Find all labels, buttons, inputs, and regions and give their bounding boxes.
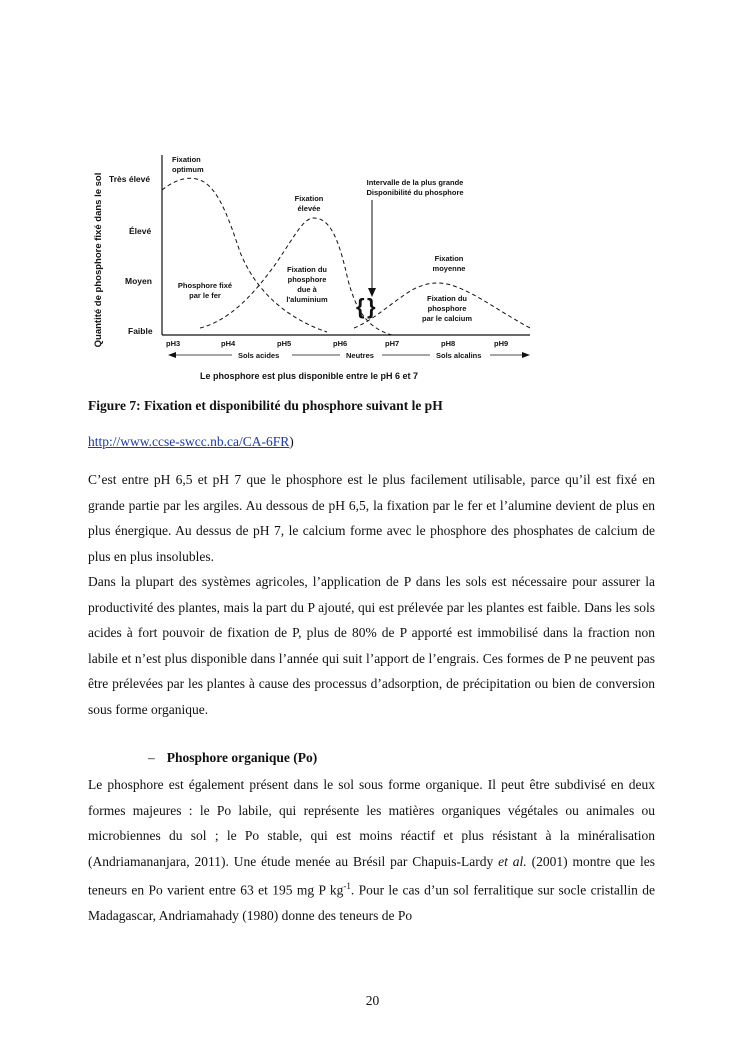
y-level-tres-eleve: Très élevé <box>109 174 151 184</box>
annot-moyenne-2: moyenne <box>432 264 466 273</box>
annot-calcium-2: phosphore <box>427 304 467 313</box>
soil-acid-label: Sols acides <box>238 351 280 360</box>
para3-part-a: Le phosphore est également présent dans le sol sous forme organique. Il peut être subdivisé en deux formes majeures : le Po labile, qui représente les matières organiques végétales ou animales ou microbiennes du sol ; le Po stable, qui est moins réactif et plus résistant à la minéralisation (Andriamananjara, 2011). Une étude menée au Brésil par Chapuis-Lardy <box>88 777 655 869</box>
annot-elevee-1: Fixation <box>294 194 324 203</box>
annot-calcium-1: Fixation du <box>427 294 467 303</box>
annot-aluminium-2: phosphore <box>287 275 327 284</box>
para3-superscript: -1 <box>343 881 351 891</box>
annot-moyenne-1: Fixation <box>434 254 464 263</box>
annot-fer-1: Phosphore fixé <box>177 281 233 290</box>
annot-interval-2: Disponibilité du phosphore <box>366 188 464 197</box>
annot-aluminium-1: Fixation du <box>287 265 327 274</box>
source-line <box>88 434 294 450</box>
tick-ph8: pH8 <box>441 339 456 348</box>
interval-brace: { <box>356 294 365 319</box>
section-heading <box>148 750 317 766</box>
page-number: 20 <box>365 993 380 1008</box>
paragraph-p-application: Dans la plupart des systèmes agricoles, l’application de P dans les sols est nécessaire pour assurer la productivité des plantes, mais la part du P ajouté, qui est prélevée par les plantes est faible. Dans les sols acides à fort pouvoir de fixation de P, plus de 80% de P apporté est immobilisé dans la fraction non labile et n’est plus disponible dans l’année qui suit l’apport de l’engrais. Ces formes de P ne peuvent pas être prélevées par les plantes à cause des processus d’adsorption, de précipitation ou bien de conversion sous forme organique. <box>88 574 655 717</box>
heading-dash: – <box>148 750 155 765</box>
figure-footer: Le phosphore est plus disponible entre le pH 6 et 7 <box>200 371 419 381</box>
y-level-faible: Faible <box>128 326 153 336</box>
paragraph-ph-availability: C’est entre pH 6,5 et pH 7 que le phosphore est le plus facilement utilisable, parce qu’il est fixé en grande partie par les argiles. Au dessous de pH 6,5, la fixation par le fer et l’alumine devient de plus en plus énergique. Au dessus de pH 7, le calcium forme avec le phosphore des phosphates de calcium de plus en plus insolubles. <box>88 472 655 564</box>
annot-calcium-3: par le calcium <box>421 314 473 323</box>
soil-neutral-label: Neutres <box>346 351 374 360</box>
interval-brace-close: } <box>367 294 376 319</box>
tick-ph3: pH3 <box>166 339 181 348</box>
figure-caption: Figure 7: Fixation et disponibilité du phosphore suivant le pH <box>88 398 443 413</box>
annot-elevee-2: élevée <box>297 204 321 213</box>
annot-optimum-1: Fixation <box>172 155 201 164</box>
annot-interval-1: Intervalle de la plus grande <box>366 178 464 187</box>
tick-ph5: pH5 <box>277 339 292 348</box>
y-axis-label: Quantité de phosphore fixé dans le sol <box>93 172 104 348</box>
tick-ph9: pH9 <box>494 339 509 348</box>
tick-ph7: pH7 <box>385 339 400 348</box>
source-link[interactable]: http://www.ccse-swcc.nb.ca/CA-6FR <box>88 434 290 449</box>
soil-alkaline-label: Sols alcalins <box>436 351 482 360</box>
annot-fer-2: par le fer <box>189 291 221 300</box>
y-level-moyen: Moyen <box>125 276 152 286</box>
source-suffix: ) <box>289 434 294 449</box>
para3-part-b: (2001) montre que les teneurs en Po varient entre 63 et 195 mg P kg <box>88 853 655 898</box>
para3-etal: et al. <box>498 853 527 869</box>
tick-ph4: pH4 <box>221 339 236 348</box>
tick-ph6: pH6 <box>333 339 348 348</box>
annot-aluminium-4: l'aluminium <box>286 295 328 304</box>
annot-optimum-2: optimum <box>172 165 204 174</box>
heading-text: Phosphore organique (Po) <box>166 750 318 765</box>
para3-part-c: . Pour le cas d’un sol ferralitique sur socle cristallin de Madagascar, Andriamahady (1980) donne des teneurs de Po <box>88 882 655 923</box>
paragraph-organic-phosphorus <box>88 772 655 929</box>
ph-phosphorus-fixation-figure <box>92 150 542 385</box>
soil-arrow-right-head <box>522 352 530 358</box>
annot-aluminium-3: due à <box>297 285 317 294</box>
y-level-eleve: Élevé <box>129 226 152 236</box>
soil-arrow-left-head <box>168 352 176 358</box>
